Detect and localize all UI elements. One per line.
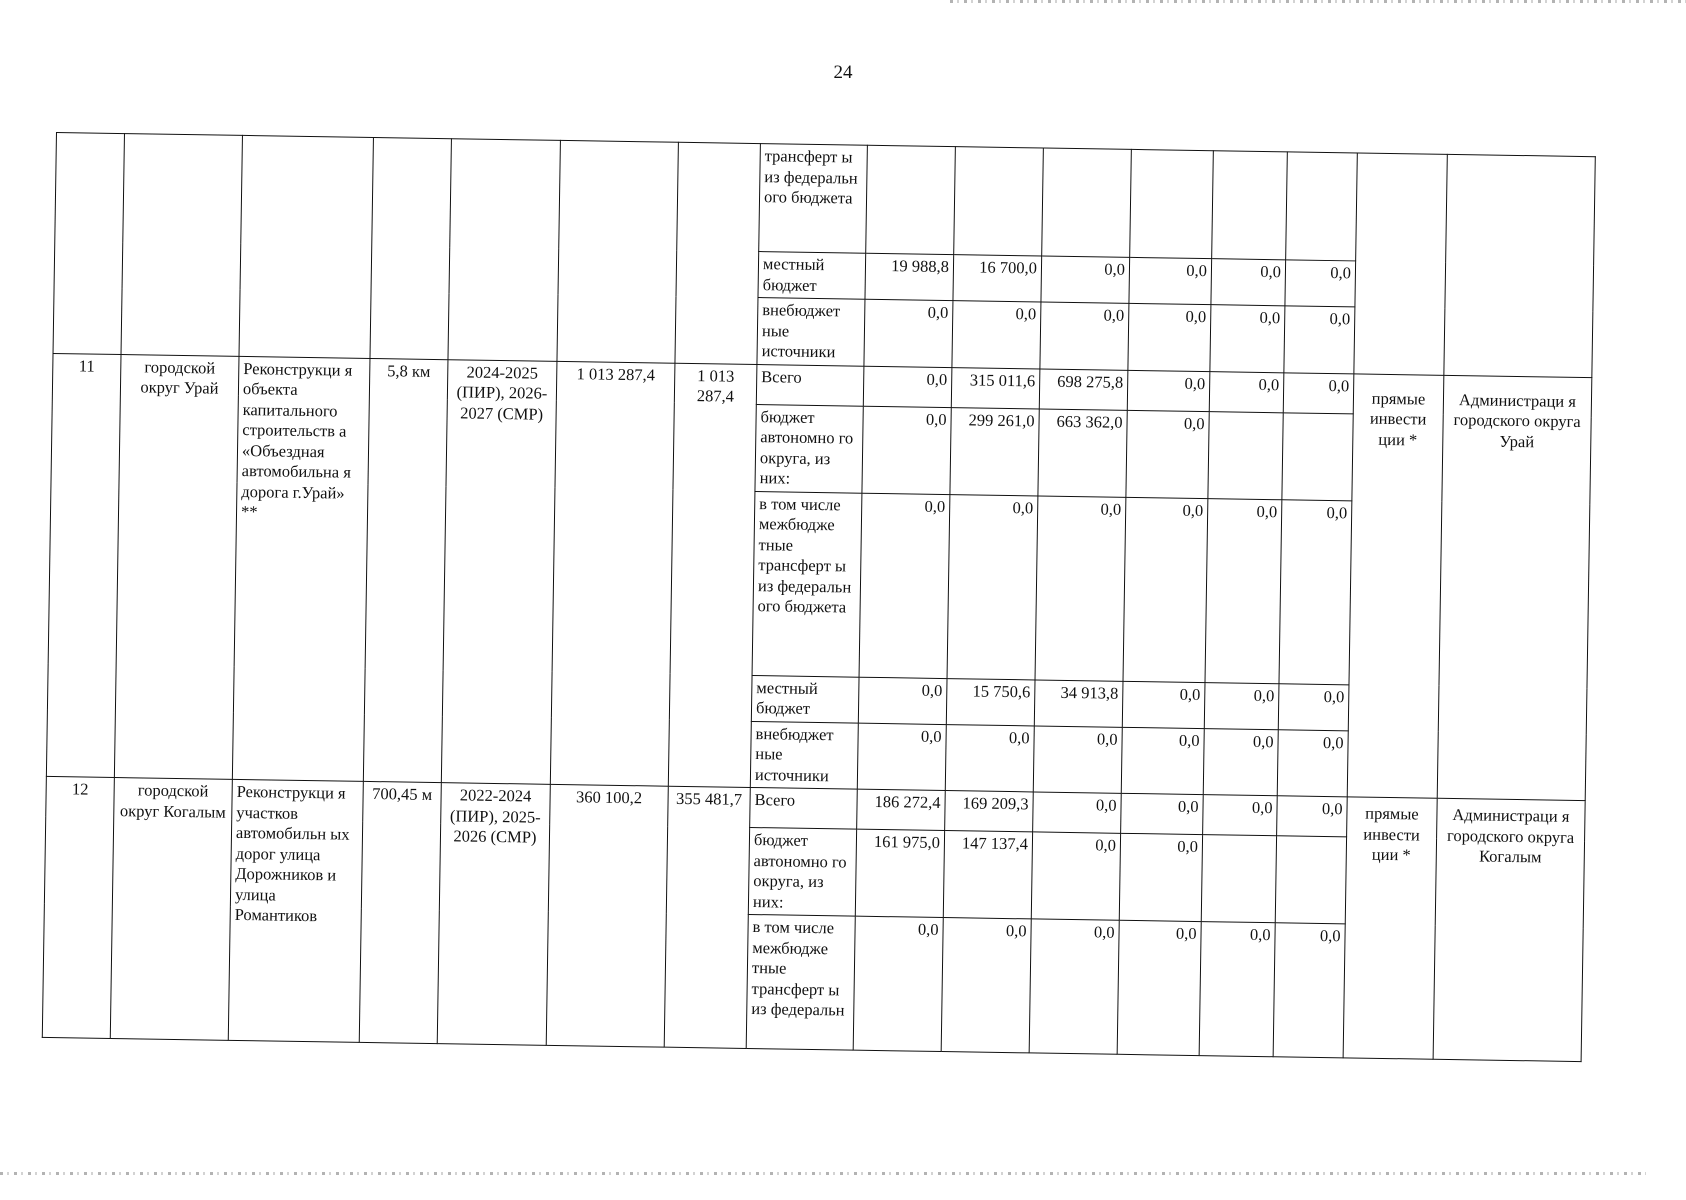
customer-cell [1433, 798, 1585, 1061]
value-cell: 0,0 [1283, 372, 1354, 413]
value-cell: 0,0 [941, 918, 1031, 1053]
value-cell: 0,0 [1128, 303, 1211, 371]
funding-source-cell: Всего [750, 787, 858, 829]
project-number: 11 [46, 353, 121, 778]
value-cell: 0,0 [1119, 833, 1202, 921]
funding-source-cell: в том числе межбюдже тные трансферт ы из федеральн [746, 914, 855, 1050]
value-cell: 0,0 [1211, 259, 1286, 306]
value-cell [1275, 836, 1346, 924]
value-cell: 0,0 [1277, 796, 1348, 837]
blank-customer-cell [1444, 154, 1595, 377]
value-cell: 0,0 [1127, 370, 1210, 411]
investment-table [42, 132, 1596, 1062]
funding-source-cell: внебюджет ные источники [750, 721, 858, 789]
blank-num-cell [53, 133, 124, 355]
page-number: 24 [833, 62, 853, 83]
object-name-cell: Реконструкци я участков автомобильн ых дорог улица Дорожников и улица Романтиков [228, 779, 363, 1042]
object-name-cell: Реконструкци я объекта капитального строительств а «Объездная автомобильна я дорога г.Урай» ** [232, 356, 370, 782]
value-cell: 663 362,0 [1038, 408, 1127, 496]
value-cell [1282, 412, 1353, 500]
value-cell [1212, 151, 1288, 260]
value-cell: 0,0 [1210, 305, 1285, 373]
mechanism-text: прямые инвести ции * [1363, 803, 1421, 865]
investment-table-container [42, 132, 1596, 1062]
value-cell: 0,0 [1031, 832, 1120, 920]
value-cell: 0,0 [1204, 682, 1279, 729]
value-cell [1042, 148, 1132, 257]
value-cell: 0,0 [1121, 727, 1204, 795]
capacity-cell: 700,45 м [359, 781, 441, 1043]
remaining-cost-cell: 1 013 287,4 [668, 363, 757, 788]
value-cell: 0,0 [945, 724, 1034, 792]
value-cell: 0,0 [857, 723, 946, 791]
value-cell: 315 011,6 [951, 367, 1040, 408]
value-cell: 0,0 [862, 406, 951, 494]
customer-cell [1437, 375, 1592, 801]
funding-source-cell: местный бюджет [751, 675, 859, 723]
period-cell: 2024-2025 (ПИР), 2026-2027 (СМР) [441, 359, 557, 784]
period-cell: 2022-2024 (ПИР), 2025-2026 (СМР) [437, 783, 550, 1046]
value-cell: 16 700,0 [953, 255, 1042, 302]
value-cell: 0,0 [1199, 922, 1275, 1057]
value-cell: 0,0 [952, 301, 1041, 369]
value-cell: 0,0 [1123, 497, 1208, 682]
funding-source-cell: в том числе межбюдже тные трансферт ы из федеральн ого бюджета [752, 491, 862, 677]
value-cell: 299 261,0 [950, 407, 1039, 495]
value-cell: 147 137,4 [943, 831, 1032, 919]
municipality-cell: городской округ Урай [114, 354, 239, 779]
value-cell: 0,0 [858, 677, 947, 724]
estimated-cost-cell: 360 100,2 [546, 784, 668, 1047]
funding-source-cell: бюджет автономно го округа, из них: [748, 827, 856, 916]
customer-text: Администраци я городского округа Урай [1453, 389, 1581, 451]
customer-text: Администраци я городского округа Когалым [1446, 805, 1575, 867]
blank-cost-cell [557, 140, 678, 362]
value-cell: 0,0 [863, 366, 952, 407]
value-cell [954, 147, 1044, 256]
table-row [55, 133, 1596, 265]
blank-capacity-cell [370, 137, 451, 359]
capacity-cell: 5,8 км [363, 358, 448, 783]
value-cell: 0,0 [1117, 920, 1201, 1055]
funding-source-cell: Всего [756, 364, 864, 406]
value-cell: 0,0 [1277, 729, 1348, 797]
funding-source-cell: местный бюджет [758, 252, 866, 300]
value-cell: 169 209,3 [945, 791, 1034, 832]
value-cell: 0,0 [1203, 728, 1278, 796]
value-cell: 0,0 [1279, 499, 1352, 684]
value-cell: 0,0 [1285, 260, 1356, 307]
value-cell: 0,0 [1209, 371, 1284, 412]
estimated-cost-cell: 1 013 287,4 [550, 361, 675, 786]
blank-period-cell [448, 139, 560, 361]
mechanism-text: прямые инвести ции * [1369, 388, 1427, 449]
blank-remaining-cell [675, 142, 760, 364]
value-cell: 0,0 [1273, 923, 1345, 1058]
scan-artifact-top [950, 0, 1686, 3]
remaining-cost-cell: 355 481,7 [664, 786, 750, 1048]
value-cell: 0,0 [1122, 681, 1205, 728]
value-cell [866, 145, 956, 254]
value-cell: 0,0 [853, 916, 943, 1051]
value-cell: 0,0 [1033, 792, 1122, 833]
value-cell: 0,0 [1126, 410, 1209, 498]
value-cell [1286, 152, 1358, 261]
mechanism-cell [1343, 797, 1437, 1059]
value-cell: 15 750,6 [946, 678, 1035, 725]
value-cell: 0,0 [1041, 256, 1130, 303]
project-number: 12 [42, 776, 114, 1038]
value-cell: 161 975,0 [855, 829, 944, 917]
value-cell: 0,0 [947, 494, 1038, 679]
value-cell: 0,0 [1284, 306, 1355, 374]
value-cell: 0,0 [1029, 919, 1119, 1054]
mechanism-cell [1347, 373, 1444, 798]
value-cell: 0,0 [1033, 725, 1122, 793]
value-cell: 0,0 [859, 493, 950, 678]
blank-municipality-cell [121, 134, 242, 356]
value-cell: 698 275,8 [1039, 368, 1128, 409]
value-cell: 0,0 [1278, 683, 1349, 730]
value-cell: 186 272,4 [857, 789, 946, 830]
value-cell: 0,0 [1040, 302, 1129, 370]
blank-mechanism-cell [1354, 153, 1447, 375]
funding-source-cell: бюджет автономно го округа, из них: [755, 404, 863, 493]
value-cell: 0,0 [1203, 795, 1278, 836]
blank-object-cell [239, 135, 373, 358]
municipality-cell: городской округ Когалым [110, 777, 232, 1040]
value-cell: 0,0 [1205, 498, 1282, 683]
value-cell: 0,0 [1035, 495, 1126, 680]
value-cell: 34 913,8 [1034, 679, 1123, 726]
funding-source-cell: внебюджет ные источники [757, 298, 865, 366]
value-cell [1130, 149, 1214, 258]
value-cell: 0,0 [864, 299, 953, 367]
value-cell [1208, 411, 1283, 499]
value-cell [1201, 835, 1276, 923]
value-cell: 0,0 [1129, 257, 1212, 304]
value-cell: 0,0 [1121, 793, 1204, 834]
funding-source-cell: трансферт ы из федеральн ого бюджета [759, 144, 868, 254]
scan-artifact-bottom [0, 1172, 1646, 1175]
value-cell: 19 988,8 [865, 253, 954, 300]
